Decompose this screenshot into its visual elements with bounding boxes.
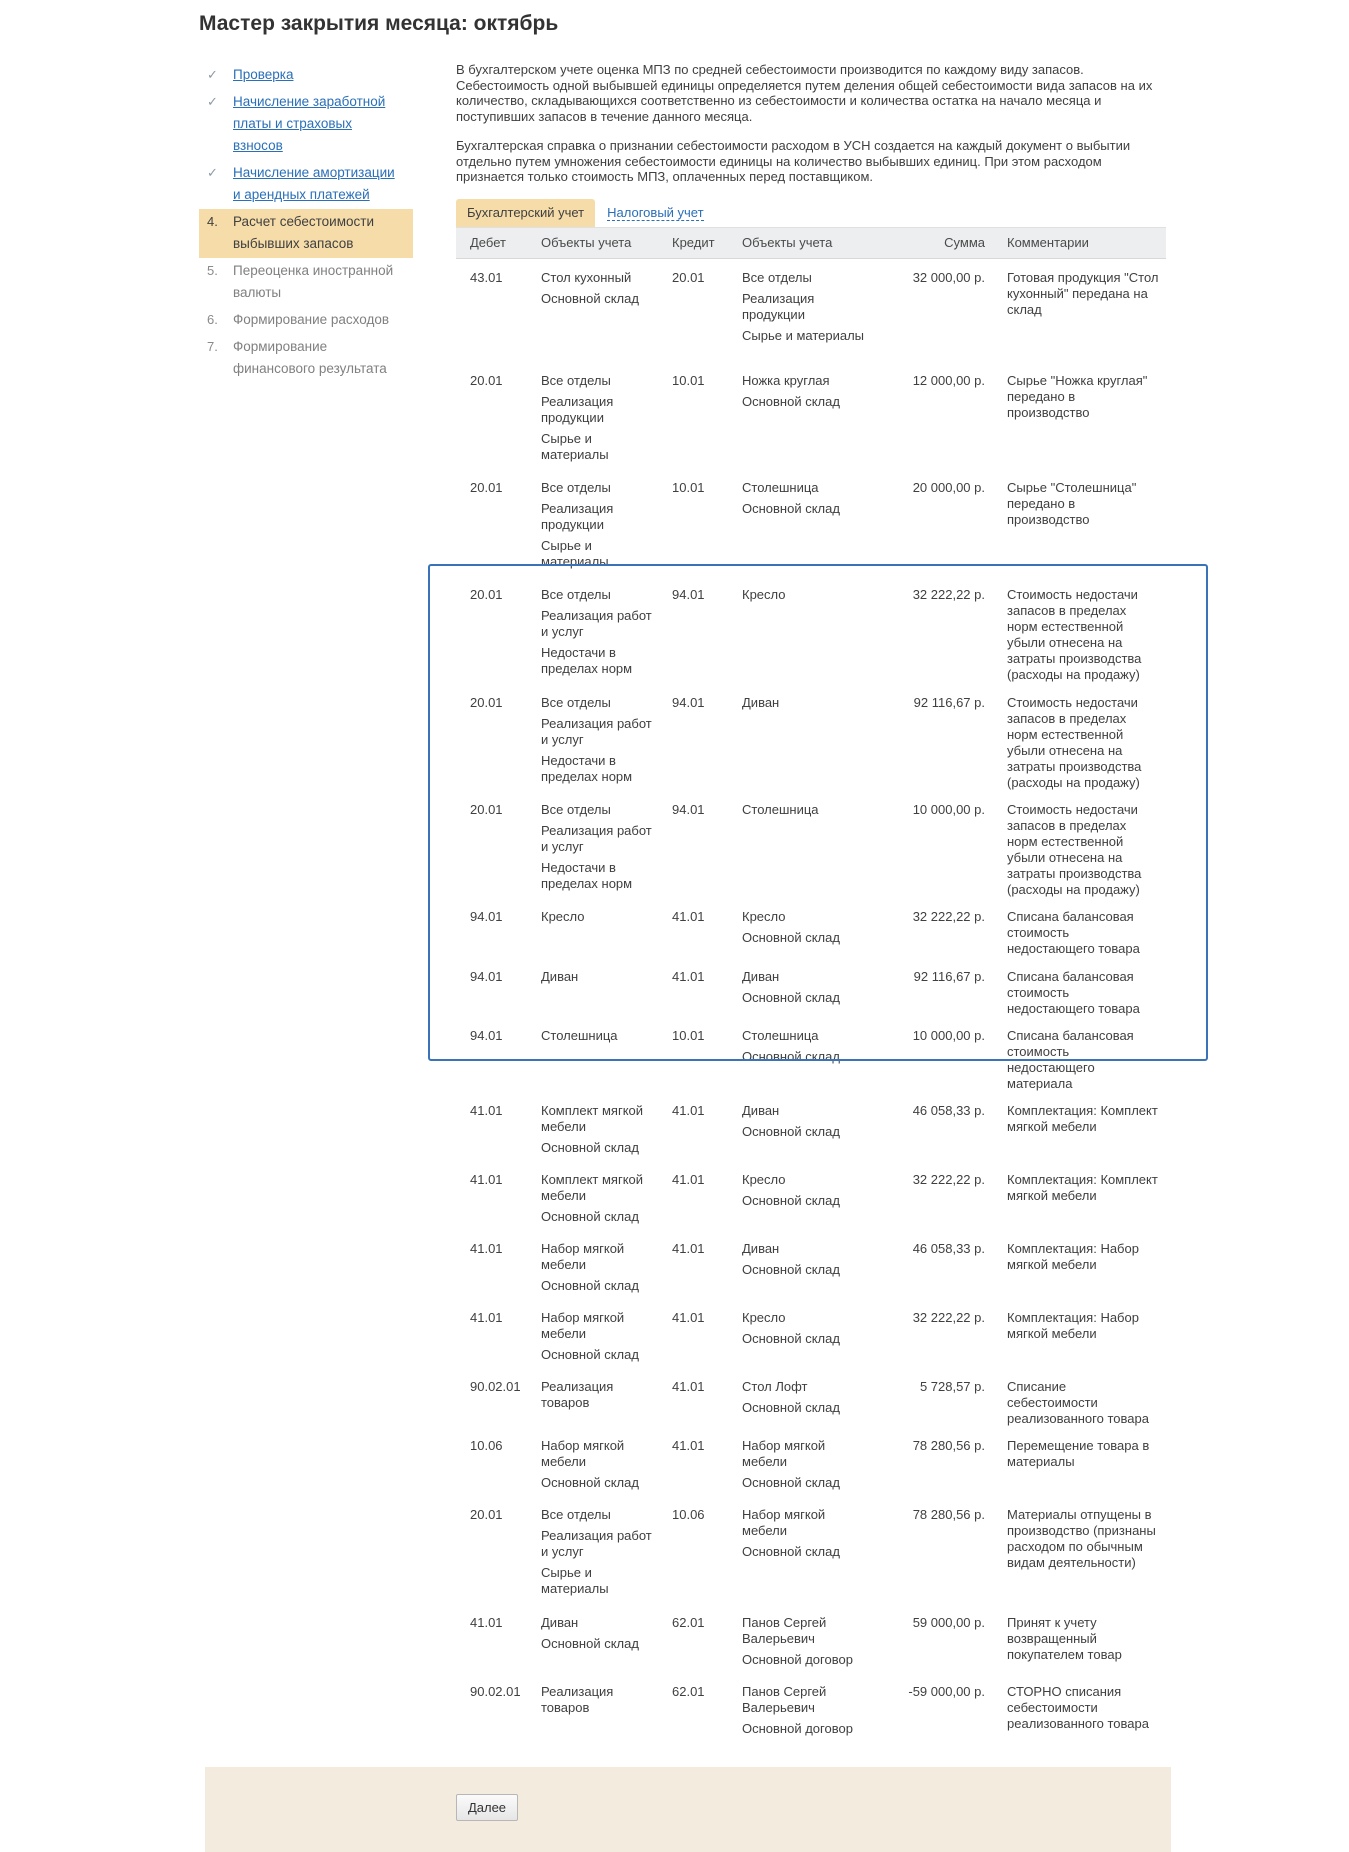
table-row — [456, 684, 1166, 791]
credit-objects-cell — [728, 958, 868, 1017]
account-object: Столешница — [742, 480, 819, 495]
account-object: Сырье и материалы — [742, 327, 865, 343]
account-object: Сырье и материалы — [541, 538, 609, 569]
comment-cell: Списана балансовая стоимость недостающего товара — [1007, 969, 1140, 1016]
tab-accounting[interactable]: Бухгалтерский учет — [456, 199, 595, 227]
account-object: Реализация товаров — [541, 1379, 614, 1410]
credit-cell: 20.01 — [672, 269, 705, 285]
account-object: Основной склад — [742, 930, 840, 945]
account-object: Стол кухонный — [541, 269, 632, 285]
footer-bar — [205, 1767, 1171, 1852]
credit-cell: 10.01 — [672, 373, 705, 388]
credit-objects-cell — [728, 1427, 868, 1496]
debit-objects-cell — [527, 1017, 658, 1092]
account-object: Диван — [541, 969, 579, 984]
debit-cell: 41.01 — [470, 1310, 503, 1325]
table-row — [456, 576, 1166, 684]
account-object: Набор мягкой мебели — [541, 1310, 625, 1341]
amount-cell: 10 000,00 р. — [912, 1028, 985, 1043]
amount-cell: 12 000,00 р. — [912, 373, 985, 388]
credit-objects-cell — [728, 791, 868, 898]
debit-objects-cell — [527, 1092, 658, 1161]
debit-cell: 41.01 — [470, 1103, 503, 1118]
account-object: Кресло — [742, 1310, 786, 1325]
account-object: Кресло — [541, 909, 585, 924]
account-object: Основной склад — [742, 1124, 840, 1139]
account-object: Реализация продукции — [541, 501, 614, 532]
credit-cell: 41.01 — [672, 1172, 705, 1187]
credit-objects-cell — [728, 1230, 868, 1299]
comment-cell: Готовая продукция "Стол кухонный" передана на склад — [1007, 269, 1159, 317]
comment-cell: Комплектация: Комплект мягкой мебели — [1007, 1103, 1158, 1134]
steps-list — [199, 62, 413, 383]
debit-objects-cell — [527, 1673, 658, 1742]
debit-cell: 20.01 — [470, 1507, 503, 1522]
amount-cell: 32 222,22 р. — [912, 909, 985, 924]
account-object: Основной склад — [541, 1636, 639, 1651]
comment-cell: Списана балансовая стоимость недостающего товара — [1007, 909, 1140, 956]
credit-cell: 41.01 — [672, 1310, 705, 1325]
credit-cell: 41.01 — [672, 1379, 705, 1394]
debit-cell: 20.01 — [470, 373, 503, 388]
table-row — [456, 1161, 1166, 1230]
table-row — [456, 1368, 1166, 1427]
amount-cell: 92 116,67 р. — [913, 969, 985, 984]
account-object: Основной склад — [541, 1475, 639, 1490]
credit-cell: 62.01 — [672, 1615, 705, 1630]
tabs — [456, 199, 1166, 227]
amount-cell: -59 000,00 р. — [908, 1684, 985, 1699]
account-object: Все отделы — [541, 587, 611, 602]
comment-cell: Комплектация: Набор мягкой мебели — [1007, 1310, 1139, 1341]
credit-cell: 10.01 — [672, 1028, 705, 1043]
account-object: Набор мягкой мебели — [742, 1438, 826, 1469]
credit-objects-cell — [728, 898, 868, 958]
debit-cell: 20.01 — [470, 587, 503, 602]
table-row — [456, 1604, 1166, 1673]
amount-cell: 10 000,00 р. — [912, 802, 985, 817]
account-object: Недостачи в пределах норм — [541, 753, 633, 784]
debit-cell: 94.01 — [470, 1028, 503, 1043]
step-number: 5. — [207, 263, 218, 278]
intro-paragraph: Бухгалтерская справка о признании себестоимости расходом в УСН создается на каждый документ о выбытии отдельно путем умножения себестоимости единицы на количество выбывших единиц. При этом расходом признается только стоимость МПЗ, оплаченных перед поставщиком. — [456, 138, 1131, 184]
credit-objects-cell — [728, 684, 868, 791]
account-object: Недостачи в пределах норм — [541, 860, 633, 891]
account-object: Набор мягкой мебели — [541, 1241, 625, 1272]
table-row — [456, 1230, 1166, 1299]
debit-objects-cell — [527, 362, 658, 469]
intro-text — [456, 62, 1166, 185]
step-number: 4. — [207, 214, 218, 229]
comment-cell: Стоимость недостачи запасов в пределах норм естественной убыли отнесена на затраты производства (расходы на продажу) — [1007, 802, 1142, 897]
account-object: Основной склад — [742, 1544, 840, 1559]
account-object: Основной склад — [742, 394, 840, 409]
credit-objects-cell — [728, 1496, 868, 1604]
credit-cell: 10.06 — [672, 1507, 705, 1522]
amount-cell: 20 000,00 р. — [912, 480, 985, 495]
table-row — [456, 1673, 1166, 1742]
debit-cell: 90.02.01 — [470, 1684, 521, 1699]
account-object: Сырье и материалы — [541, 431, 609, 462]
table-row — [456, 1299, 1166, 1368]
account-object: Реализация продукции — [541, 394, 614, 425]
credit-objects-cell — [728, 1092, 868, 1161]
account-object: Все отделы — [742, 269, 812, 285]
comment-cell: Стоимость недостачи запасов в пределах норм естественной убыли отнесена на затраты производства (расходы на продажу) — [1007, 587, 1142, 682]
comment-cell: Комплектация: Комплект мягкой мебели — [1007, 1172, 1158, 1203]
step-label[interactable]: Начисление заработной платы и страховых взносов — [233, 94, 386, 153]
amount-cell: 32 222,22 р. — [912, 587, 985, 602]
amount-cell: 46 058,33 р. — [912, 1103, 985, 1118]
table-row — [456, 898, 1166, 958]
credit-objects-cell — [728, 469, 868, 576]
account-object: Основной склад — [742, 1331, 840, 1346]
debit-objects-cell — [527, 958, 658, 1017]
account-object: Диван — [541, 1615, 579, 1630]
credit-objects-cell — [728, 258, 868, 362]
account-object: Стол Лофт — [742, 1379, 808, 1394]
account-object: Все отделы — [541, 373, 611, 388]
table-row — [456, 469, 1166, 576]
account-object: Реализация работ и услуг — [541, 608, 652, 639]
credit-objects-cell — [728, 1161, 868, 1230]
postings-table — [456, 227, 1166, 1743]
next-button[interactable]: Далее — [456, 1794, 518, 1821]
step-label: Переоценка иностранной валюты — [233, 263, 394, 300]
credit-cell: 62.01 — [672, 1684, 705, 1699]
account-object: Реализация товаров — [541, 1684, 614, 1715]
debit-cell: 41.01 — [470, 1172, 503, 1187]
step-label[interactable]: Начисление амортизации и арендных платежей — [233, 165, 395, 202]
credit-objects-cell — [728, 1673, 868, 1742]
amount-cell: 92 116,67 р. — [913, 695, 985, 710]
comment-cell: Перемещение товара в материалы — [1007, 1438, 1150, 1469]
step-label: Формирование расходов — [233, 312, 390, 327]
step-number: 6. — [207, 312, 218, 327]
main-content — [456, 62, 1166, 1742]
account-object: Основной склад — [541, 1140, 639, 1155]
amount-cell: 78 280,56 р. — [912, 1507, 985, 1522]
credit-objects-cell — [728, 1017, 868, 1092]
comment-cell: Материалы отпущены в производство (признаны расходом по обычным видам деятельности) — [1007, 1507, 1156, 1570]
step-label[interactable]: Проверка — [233, 67, 294, 82]
intro-paragraph: В бухгалтерском учете оценка МПЗ по средней себестоимости производится по каждому виду запасов. Себестоимость одной выбывшей единицы определяется путем деления общей себестоимости вида запасов на их количество, складывающихся соответственно из себестоимости и количества остатка на начало месяца и поступивших запасов в течение данного месяца. — [456, 62, 1153, 124]
amount-cell: 46 058,33 р. — [912, 1241, 985, 1256]
table-row — [456, 1092, 1166, 1161]
account-object: Основной склад — [742, 501, 840, 516]
account-object: Столешница — [742, 1028, 819, 1043]
comment-cell: Сырье "Столешница" передано в производство — [1007, 480, 1137, 527]
comment-cell: Списана балансовая стоимость недостающего материала — [1007, 1028, 1134, 1091]
account-object: Кресло — [742, 587, 786, 602]
amount-cell: 5 728,57 р. — [919, 1379, 985, 1394]
account-object: Основной склад — [742, 990, 840, 1005]
credit-cell: 41.01 — [672, 909, 705, 924]
step-revaluation — [199, 258, 413, 307]
step-expenses — [199, 307, 413, 334]
account-object: Все отделы — [541, 1507, 611, 1522]
comment-cell: Списание себестоимости реализованного товара — [1007, 1379, 1149, 1426]
table-row — [456, 958, 1166, 1017]
debit-objects-cell — [527, 1230, 658, 1299]
checkmark-icon: ✓ — [207, 165, 218, 180]
table-row — [456, 1496, 1166, 1604]
account-object: Набор мягкой мебели — [541, 1438, 625, 1469]
debit-cell: 41.01 — [470, 1241, 503, 1256]
account-object: Кресло — [742, 909, 786, 924]
account-object: Набор мягкой мебели — [742, 1507, 826, 1538]
header-amount: Сумма — [868, 227, 993, 258]
account-object: Основной склад — [541, 1347, 639, 1362]
credit-objects-cell — [728, 1299, 868, 1368]
credit-objects-cell — [728, 1604, 868, 1673]
credit-cell: 94.01 — [672, 587, 705, 602]
debit-cell: 10.06 — [470, 1438, 503, 1453]
account-object: Основной склад — [742, 1049, 840, 1064]
account-object: Ножка круглая — [742, 373, 830, 388]
step-label: Формирование финансового результата — [233, 339, 387, 376]
account-object: Основной склад — [541, 290, 639, 306]
account-object: Основной договор — [742, 1652, 853, 1667]
table-row — [456, 1427, 1166, 1496]
account-object: Реализация работ и услуг — [541, 716, 652, 747]
comment-cell: СТОРНО списания себестоимости реализованного товара — [1007, 1684, 1149, 1731]
credit-objects-cell — [728, 362, 868, 469]
account-object: Диван — [742, 969, 780, 984]
account-object: Недостачи в пределах норм — [541, 645, 633, 676]
account-object: Основной склад — [541, 1278, 639, 1293]
debit-objects-cell — [527, 1161, 658, 1230]
table-row — [456, 791, 1166, 898]
account-object: Реализация продукции — [742, 290, 815, 322]
credit-cell: 41.01 — [672, 1241, 705, 1256]
account-object: Основной склад — [541, 1209, 639, 1224]
debit-objects-cell — [527, 469, 658, 576]
account-object: Реализация работ и услуг — [541, 823, 652, 854]
account-object: Диван — [742, 1103, 780, 1118]
account-object: Диван — [742, 695, 780, 710]
credit-cell: 41.01 — [672, 969, 705, 984]
credit-cell: 41.01 — [672, 1103, 705, 1118]
step-number: 7. — [207, 339, 218, 354]
page-title: Мастер закрытия месяца: октябрь — [199, 12, 559, 35]
table-row — [456, 362, 1166, 469]
step-check[interactable] — [199, 62, 413, 89]
debit-objects-cell — [527, 1368, 658, 1427]
table-body — [456, 258, 1166, 1742]
account-object: Основной склад — [742, 1193, 840, 1208]
account-object: Реализация работ и услуг — [541, 1528, 652, 1559]
account-object: Столешница — [742, 802, 819, 817]
amount-cell: 32 000,00 р. — [912, 269, 985, 285]
debit-objects-cell — [527, 258, 658, 362]
debit-cell: 20.01 — [470, 480, 503, 495]
account-object: Столешница — [541, 1028, 618, 1043]
debit-cell: 20.01 — [470, 802, 503, 817]
account-object: Основной склад — [742, 1400, 840, 1415]
comment-cell: Сырье "Ножка круглая" передано в производство — [1007, 373, 1148, 420]
comment-cell: Комплектация: Набор мягкой мебели — [1007, 1241, 1139, 1272]
header-debit-objects: Объекты учета — [527, 227, 658, 258]
step-financial-result — [199, 334, 413, 383]
credit-cell: 10.01 — [672, 480, 705, 495]
credit-cell: 94.01 — [672, 802, 705, 817]
debit-cell: 41.01 — [470, 1615, 503, 1630]
debit-cell: 90.02.01 — [470, 1379, 521, 1394]
debit-cell: 20.01 — [470, 695, 503, 710]
account-object: Сырье и материалы — [541, 1565, 609, 1596]
checkmark-icon: ✓ — [207, 94, 218, 109]
debit-objects-cell — [527, 1496, 658, 1604]
credit-objects-cell — [728, 576, 868, 684]
step-payroll[interactable] — [199, 89, 413, 160]
credit-cell: 94.01 — [672, 695, 705, 710]
debit-objects-cell — [527, 898, 658, 958]
debit-objects-cell — [527, 1604, 658, 1673]
debit-objects-cell — [527, 1299, 658, 1368]
debit-cell: 94.01 — [470, 909, 503, 924]
credit-cell: 41.01 — [672, 1438, 705, 1453]
account-object: Комплект мягкой мебели — [541, 1103, 644, 1134]
account-object: Диван — [742, 1241, 780, 1256]
step-depreciation[interactable] — [199, 160, 413, 209]
table-row — [456, 258, 1166, 362]
account-object: Все отделы — [541, 695, 611, 710]
step-cost-calculation — [199, 209, 413, 258]
amount-cell: 78 280,56 р. — [912, 1438, 985, 1453]
credit-objects-cell — [728, 1368, 868, 1427]
account-object: Основной склад — [742, 1262, 840, 1277]
account-object: Основной договор — [742, 1721, 853, 1736]
debit-cell: 43.01 — [470, 269, 503, 285]
header-credit: Кредит — [658, 227, 728, 258]
account-object: Панов Сергей Валерьевич — [742, 1684, 827, 1715]
account-object: Все отделы — [541, 480, 611, 495]
debit-objects-cell — [527, 684, 658, 791]
amount-cell: 59 000,00 р. — [912, 1615, 985, 1630]
header-debit: Дебет — [456, 227, 527, 258]
amount-cell: 32 222,22 р. — [912, 1310, 985, 1325]
account-object: Кресло — [742, 1172, 786, 1187]
table-row — [456, 1017, 1166, 1092]
debit-objects-cell — [527, 791, 658, 898]
account-object: Панов Сергей Валерьевич — [742, 1615, 827, 1646]
header-comment: Комментарии — [993, 227, 1166, 258]
tab-tax[interactable]: Налоговый учет — [607, 204, 704, 220]
header-credit-objects: Объекты учета — [728, 227, 868, 258]
table-header — [456, 227, 1166, 258]
amount-cell: 32 222,22 р. — [912, 1172, 985, 1187]
step-label: Расчет себестоимости выбывших запасов — [233, 214, 374, 251]
debit-objects-cell — [527, 1427, 658, 1496]
debit-objects-cell — [527, 576, 658, 684]
checkmark-icon: ✓ — [207, 67, 218, 82]
comment-cell: Стоимость недостачи запасов в пределах норм естественной убыли отнесена на затраты производства (расходы на продажу) — [1007, 695, 1142, 790]
account-object: Все отделы — [541, 802, 611, 817]
account-object: Основной склад — [742, 1475, 840, 1490]
comment-cell: Принят к учету возвращенный покупателем товар — [1007, 1615, 1122, 1662]
account-object: Комплект мягкой мебели — [541, 1172, 644, 1203]
debit-cell: 94.01 — [470, 969, 503, 984]
